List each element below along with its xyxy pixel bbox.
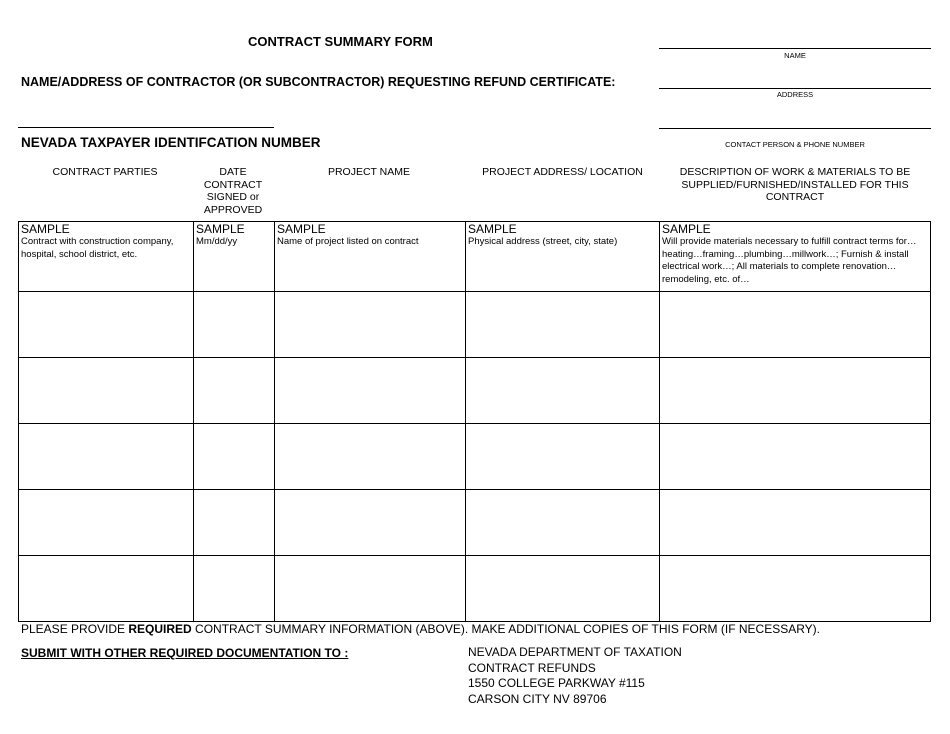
form-title: CONTRACT SUMMARY FORM [248,34,433,49]
taxpayer-id-label: NEVADA TAXPAYER IDENTIFCATION NUMBER [21,135,321,150]
address-cell[interactable] [466,556,660,622]
notice-pre: PLEASE PROVIDE [21,622,129,636]
date-cell[interactable] [194,358,275,424]
project-name-cell[interactable] [275,556,466,622]
col-header-date-line4: APPROVED [203,203,263,216]
sample-parties-cell [19,222,194,292]
address-line-3: 1550 COLLEGE PARKWAY #115 [468,676,645,690]
contract-table [18,221,931,622]
sample-project-name-text: Name of project listed on contract [277,236,419,247]
taxpayer-id-line[interactable] [18,127,274,128]
address-caption: ADDRESS [776,90,814,99]
contact-caption: CONTACT PERSON & PHONE NUMBER [725,140,865,149]
project-name-cell[interactable] [275,292,466,358]
sample-label: SAMPLE [277,222,326,236]
address-cell[interactable] [466,358,660,424]
sample-description-cell [660,222,931,292]
address-line-1: NEVADA DEPARTMENT OF TAXATION [468,645,682,659]
address-cell[interactable] [466,490,660,556]
sample-address-text: Physical address (street, city, state) [468,236,618,247]
date-cell[interactable] [194,424,275,490]
sample-label: SAMPLE [468,222,517,236]
table-row [19,358,931,424]
sample-label: SAMPLE [196,222,245,236]
col-header-description [659,166,931,204]
col-header-date-line3: SIGNED or [206,191,260,203]
col-header-desc-line2: SUPPLIED/FURNISHED/INSTALLED FOR THIS CONTRACT [681,178,909,203]
name-line[interactable] [659,48,931,49]
date-cell[interactable] [194,490,275,556]
description-cell[interactable] [660,424,931,490]
address-line-2: CONTRACT REFUNDS [468,660,596,675]
sample-project-name-cell [275,222,466,292]
table-row [19,556,931,622]
sample-row [19,222,931,292]
sample-date-text: Mm/dd/yy [196,236,238,247]
col-header-project-name: PROJECT NAME [327,166,411,178]
date-cell[interactable] [194,556,275,622]
description-cell[interactable] [660,556,931,622]
name-caption: NAME [784,51,806,60]
sample-date-cell [194,222,275,292]
description-cell[interactable] [660,358,931,424]
address-line[interactable] [659,88,931,89]
col-header-date [193,166,273,216]
col-header-parties: CONTRACT PARTIES [52,166,158,178]
contractor-label: NAME/ADDRESS OF CONTRACTOR (OR SUBCONTRACTOR) REQUESTING REFUND CERTIFICATE: [21,75,616,89]
mailing-address [468,645,682,707]
sample-parties-text: Contract with construction company, hospital, school district, etc. [21,236,174,260]
parties-cell[interactable] [19,292,194,358]
parties-cell[interactable] [19,358,194,424]
table-row [19,292,931,358]
sample-label: SAMPLE [662,222,711,236]
submit-label: SUBMIT WITH OTHER REQUIRED DOCUMENTATION TO : [21,646,349,660]
description-cell[interactable] [660,490,931,556]
col-header-date-line2: CONTRACT [203,178,263,191]
table-row [19,424,931,490]
project-name-cell[interactable] [275,358,466,424]
required-notice [21,622,820,636]
project-name-cell[interactable] [275,490,466,556]
col-header-date-line1: DATE [219,166,247,178]
table-row [19,490,931,556]
sample-description-text: Will provide materials necessary to fulfill contract terms for…heating…framing…plumbing…millwork…; Furnish & install electrical work…; All materials to complete renovation…remodeling, etc. of… [662,236,917,285]
parties-cell[interactable] [19,556,194,622]
sample-label: SAMPLE [21,222,70,236]
contact-line[interactable] [659,128,931,129]
sample-address-cell [466,222,660,292]
notice-post: CONTRACT SUMMARY INFORMATION (ABOVE). MAKE ADDITIONAL COPIES OF THIS FORM (IF NECESSARY). [191,622,821,636]
parties-cell[interactable] [19,424,194,490]
address-line-4: CARSON CITY NV 89706 [468,691,607,706]
parties-cell[interactable] [19,490,194,556]
address-cell[interactable] [466,424,660,490]
col-header-desc-line1: DESCRIPTION OF WORK & MATERIALS TO BE [679,166,911,178]
col-header-address: PROJECT ADDRESS/ LOCATION [482,166,643,178]
date-cell[interactable] [194,292,275,358]
project-name-cell[interactable] [275,424,466,490]
address-cell[interactable] [466,292,660,358]
notice-required: REQUIRED [128,622,192,636]
description-cell[interactable] [660,292,931,358]
